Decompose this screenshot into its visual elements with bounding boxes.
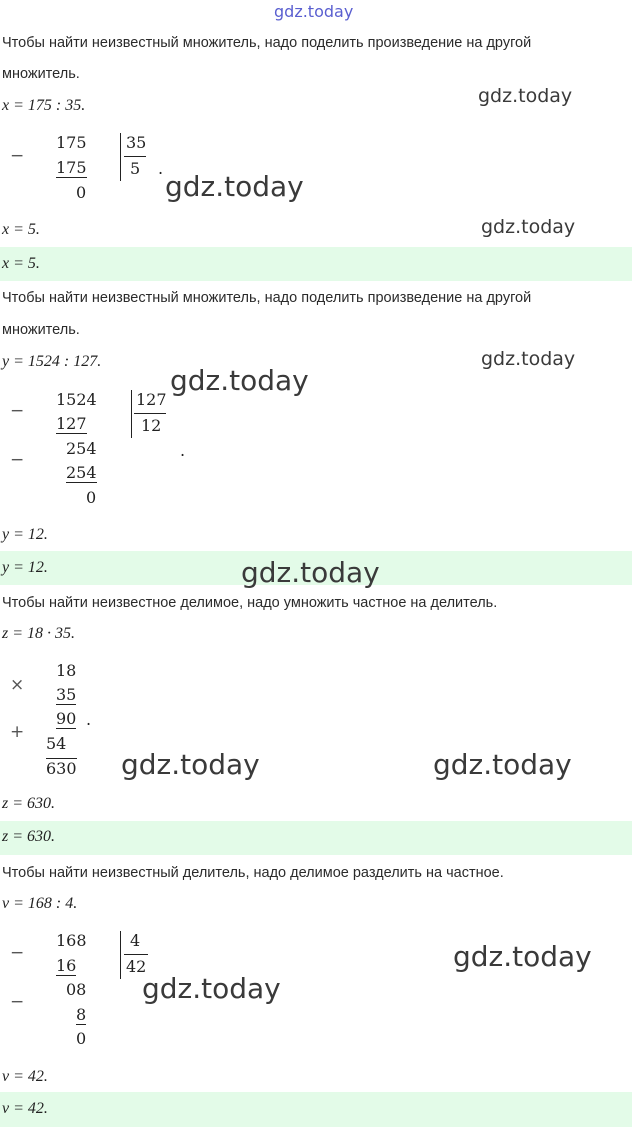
division-bar-4 bbox=[120, 931, 121, 979]
watermark: gdz.today bbox=[481, 216, 576, 238]
remainder-2: 0 bbox=[86, 488, 97, 507]
watermark: gdz.today bbox=[478, 85, 573, 107]
minus-sign: − bbox=[10, 943, 25, 963]
rule-text-4: Чтобы найти неизвестный делитель, надо делимое разделить на частное. bbox=[2, 865, 504, 881]
dot-2: . bbox=[180, 441, 186, 460]
quotient-1: 5 bbox=[130, 159, 141, 178]
answer-2: y = 12. bbox=[2, 559, 48, 576]
divisor-2: 127 bbox=[136, 390, 167, 409]
intermediate-2: 254 bbox=[66, 439, 97, 458]
remainder-1: 0 bbox=[76, 183, 87, 202]
rule-text-2: Чтобы найти неизвестный множитель, надо поделить произведение на другой bbox=[2, 290, 532, 306]
dividend-2: 1524 bbox=[56, 390, 97, 409]
partial-product-1: 90 bbox=[56, 709, 77, 728]
remainder-4: 0 bbox=[76, 1029, 87, 1048]
equation-2: y = 1524 : 127. bbox=[2, 353, 102, 370]
product-3: 630 bbox=[46, 759, 77, 778]
quotient-4: 42 bbox=[126, 957, 147, 976]
divisor-4: 4 bbox=[130, 931, 141, 950]
result-1: x = 5. bbox=[2, 221, 40, 238]
answer-4: v = 42. bbox=[2, 1100, 48, 1117]
dividend-4: 168 bbox=[56, 931, 87, 950]
subtrahend-4a: 16 bbox=[56, 956, 77, 975]
result-2: y = 12. bbox=[2, 526, 48, 543]
multiplicand-3: 18 bbox=[56, 661, 77, 680]
dividend-1: 175 bbox=[56, 133, 87, 152]
minus-sign: − bbox=[10, 146, 25, 166]
watermark: gdz.today bbox=[121, 748, 260, 781]
watermark: gdz.today bbox=[481, 348, 576, 370]
answer-band-1 bbox=[0, 247, 632, 281]
dot-3: . bbox=[86, 710, 92, 729]
answer-band-4 bbox=[0, 1092, 632, 1127]
division-bar-1 bbox=[120, 133, 121, 181]
subtrahend-2b: 254 bbox=[66, 463, 97, 482]
watermark: gdz.today bbox=[170, 364, 309, 397]
minus-sign: − bbox=[10, 450, 25, 470]
equation-4: v = 168 : 4. bbox=[2, 895, 78, 912]
minus-sign: − bbox=[10, 992, 25, 1012]
divisor-line-1 bbox=[124, 156, 146, 157]
dot-1: . bbox=[158, 159, 164, 178]
quotient-2: 12 bbox=[141, 416, 162, 435]
result-3: z = 630. bbox=[2, 795, 56, 812]
equation-1: x = 175 : 35. bbox=[2, 97, 86, 114]
answer-3: z = 630. bbox=[2, 828, 56, 845]
times-sign: × bbox=[10, 675, 25, 695]
divisor-1: 35 bbox=[126, 133, 147, 152]
watermark: gdz.today bbox=[165, 170, 304, 203]
watermark: gdz.today bbox=[453, 940, 592, 973]
intermediate-4: 08 bbox=[66, 980, 87, 999]
subtrahend-2a: 127 bbox=[56, 414, 87, 433]
subtrahend-4b: 8 bbox=[76, 1005, 87, 1024]
multiplier-3: 35 bbox=[56, 685, 77, 704]
divisor-line-4 bbox=[124, 954, 148, 955]
rule-text-1-cont: множитель. bbox=[2, 66, 80, 82]
rule-text-1: Чтобы найти неизвестный множитель, надо поделить произведение на другой bbox=[2, 35, 532, 51]
rule-text-3: Чтобы найти неизвестное делимое, надо умножить частное на делитель. bbox=[2, 595, 498, 611]
partial-product-2: 54 bbox=[46, 734, 67, 753]
divisor-line-2 bbox=[134, 413, 166, 414]
watermark: gdz.today bbox=[241, 556, 380, 589]
watermark: gdz.today bbox=[433, 748, 572, 781]
result-4: v = 42. bbox=[2, 1068, 48, 1085]
rule-text-2-cont: множитель. bbox=[2, 322, 80, 338]
answer-1: x = 5. bbox=[2, 255, 40, 272]
equation-3: z = 18 · 35. bbox=[2, 625, 76, 642]
minus-sign: − bbox=[10, 401, 25, 421]
division-bar-2 bbox=[131, 390, 132, 438]
subtrahend-1: 175 bbox=[56, 158, 87, 177]
answer-band-3 bbox=[0, 821, 632, 855]
watermark: gdz.today bbox=[142, 972, 281, 1005]
watermark-top: gdz.today bbox=[274, 2, 354, 21]
plus-sign: + bbox=[10, 722, 25, 742]
